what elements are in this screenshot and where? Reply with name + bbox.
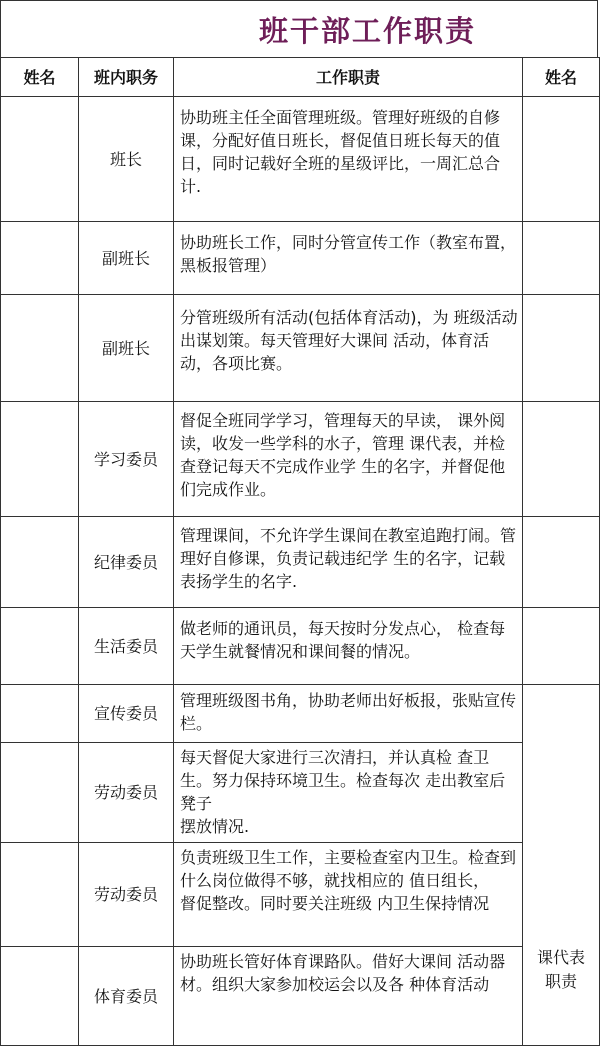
- title-bar: [0, 0, 598, 58]
- duty-cell: [174, 947, 523, 1046]
- role-cell: 劳动委员: [79, 743, 174, 843]
- duty-cell: [174, 295, 523, 402]
- name-cell-2: [523, 517, 600, 608]
- name-cell: [1, 222, 79, 295]
- header-name: 姓名: [1, 58, 79, 97]
- duty-text: 协助班主任全面管理班级。管理好班级的自修课，分配好值日班长，督促值日班长每天的值日，同时记载好全班的星级评比，一周汇总合计.: [180, 108, 501, 196]
- name-cell-2: [523, 402, 600, 517]
- duty-text: 分管班级所有活动(包括体育活动)，为 班级活动出谋划策。每天管理好大课间 活动，体育活动，各项比赛。: [180, 308, 518, 373]
- duty-cell: [174, 843, 523, 947]
- role-cell: 班长: [79, 97, 174, 222]
- name-cell-2: [523, 222, 600, 295]
- duty-cell: [174, 402, 523, 517]
- name-cell: [1, 608, 79, 685]
- role-cell: 体育委员: [79, 947, 174, 1046]
- duty-text: 协助班长管好体育课路队。借好大课间 活动器 材。组织大家参加校运会以及各 种体育活动: [180, 952, 506, 994]
- name-cell: [1, 743, 79, 843]
- name-cell: [1, 947, 79, 1046]
- table-row: [1, 517, 600, 608]
- duty-cell: [174, 97, 523, 222]
- role-cell: 宣传委员: [79, 685, 174, 743]
- duty-text: 管理班级图书角，协助老师出好板报，张贴宣传栏。: [180, 691, 517, 733]
- duty-text: 管理课间，不允许学生课间在教室追跑打闹。管理好自修课，负责记载违纪学 生的名字，记载表扬学生的名字.: [180, 526, 517, 591]
- duty-table: [0, 57, 600, 1046]
- table-row: [1, 97, 600, 222]
- duty-cell: [174, 222, 523, 295]
- name-cell: [1, 295, 79, 402]
- table-row: [1, 743, 600, 843]
- name-cell-2: [523, 608, 600, 685]
- name-cell-2: [523, 97, 600, 222]
- name-cell: [1, 685, 79, 743]
- header-row: [1, 58, 600, 97]
- name-cell-2: [523, 295, 600, 402]
- table-row: [1, 402, 600, 517]
- rep-duty-label: 课代表职责: [536, 948, 585, 991]
- table-row: [1, 295, 600, 402]
- header-name-2: 姓名: [523, 58, 600, 97]
- header-duty: 工作职责: [174, 58, 523, 97]
- name-cell: [1, 843, 79, 947]
- duty-text: 协助班长工作，同时分管宣传工作（教室布置，黑板报管理）: [180, 233, 517, 275]
- duty-text: 每天督促大家进行三次清扫，并认真检 查卫生。努力保持环境卫生。检查每次 走出教室后凳子 摆放情况.: [180, 748, 506, 836]
- role-cell: 副班长: [79, 295, 174, 402]
- table-row: [1, 608, 600, 685]
- page-title: 班干部工作职责: [259, 14, 477, 48]
- role-cell: 学习委员: [79, 402, 174, 517]
- table-row: [1, 843, 600, 947]
- duty-cell: [174, 517, 523, 608]
- name-cell: [1, 97, 79, 222]
- duty-cell: [174, 743, 523, 843]
- duty-cell: [174, 608, 523, 685]
- header-role: 班内职务: [79, 58, 174, 97]
- duty-cell: [174, 685, 523, 743]
- duty-text: 做老师的通讯员，每天按时分发点心， 检查每天学生就餐情况和课间餐的情况。: [180, 619, 506, 661]
- table-row: [1, 222, 600, 295]
- role-cell: 副班长: [79, 222, 174, 295]
- duty-text: 督促全班同学学习，管理每天的早读， 课外阅读，收发一些学科的水子，管理 课代表，并检查登记每天不完成作业学 生的名字，并督促他们完成作业。: [180, 411, 506, 499]
- table-row: [1, 685, 600, 743]
- name-cell: [1, 517, 79, 608]
- role-cell: 纪律委员: [79, 517, 174, 608]
- name-cell: [1, 402, 79, 517]
- role-cell: 劳动委员: [79, 843, 174, 947]
- rep-duty-cell: [523, 685, 600, 1046]
- role-cell: 生活委员: [79, 608, 174, 685]
- duty-text: 负责班级卫生工作，主要检查室内卫生。检查到什么岗位做得不够，就找相应的 值日组长， 督促整改。同时要关注班级 内卫生保持情况: [180, 848, 517, 913]
- table-row: [1, 947, 600, 1046]
